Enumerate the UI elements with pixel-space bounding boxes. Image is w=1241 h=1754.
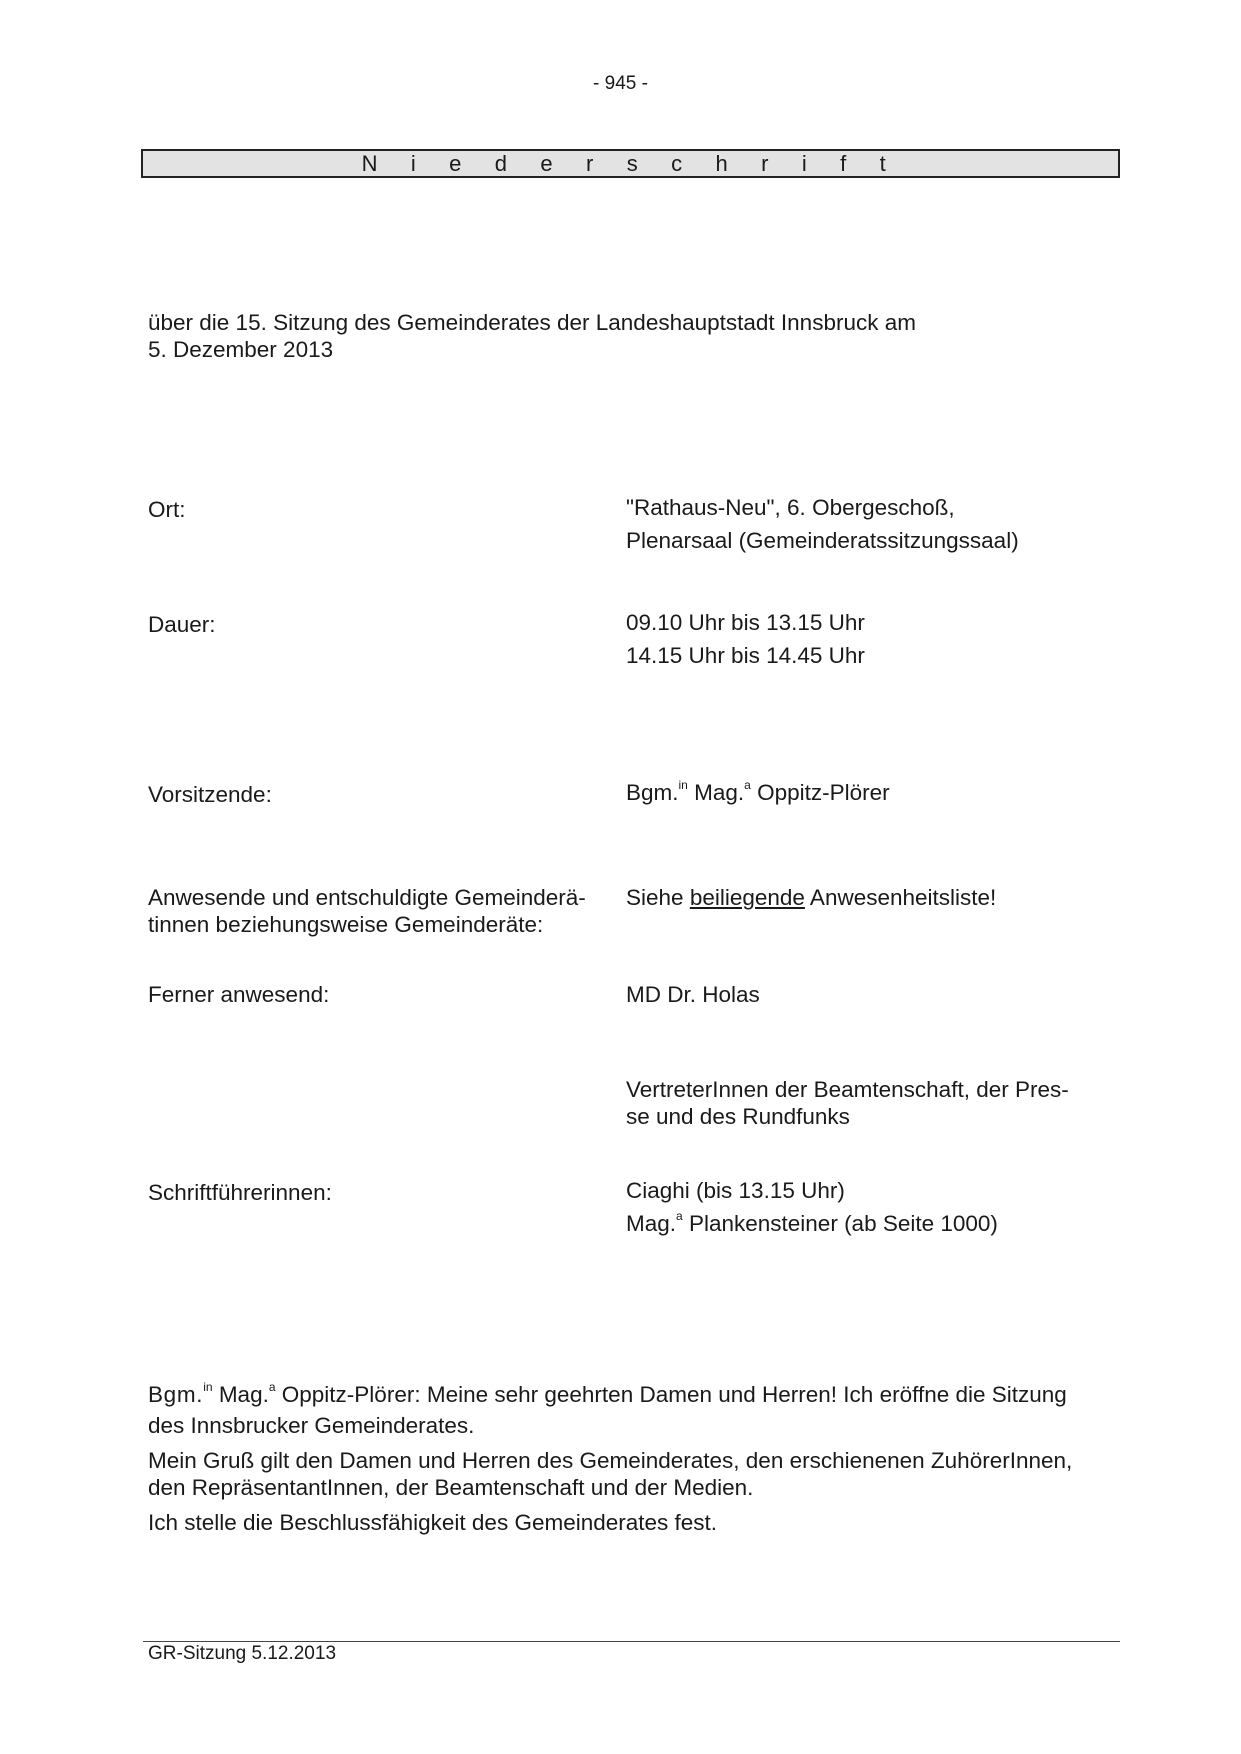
anwesende-label-line-2: tinnen beziehungsweise Gemeinderäte: [148, 912, 544, 937]
vorsitzende-sup-1: in [678, 778, 688, 792]
document-title: N i e d e r s c h r i f t [141, 149, 1120, 178]
anwesende-value-pre: Siehe [626, 885, 690, 910]
beiliegende-link[interactable]: beiliegende [689, 885, 805, 910]
speaker-mag: Mag. [212, 1382, 269, 1407]
ferner-value-2-line-2: se und des Rundfunks [626, 1104, 850, 1129]
vorsitzende-sup-2: a [744, 778, 751, 792]
page-number: - 945 - [593, 73, 648, 94]
schrift-value-line-1: Ciaghi (bis 13.15 Uhr) [626, 1178, 845, 1203]
speaker-name: Oppitz-Plörer: [275, 1382, 421, 1407]
schrift-rest: Plankensteiner (ab Seite 1000) [682, 1211, 998, 1236]
vorsitzende-prefix: Bgm. [626, 780, 679, 805]
ferner-value-2 [626, 1076, 1069, 1130]
footer-text: GR-Sitzung 5.12.2013 [148, 1643, 337, 1664]
vorsitzende-value [626, 776, 890, 813]
paragraph-3: Ich stelle die Beschlussfähigkeit des Gemeinderates fest. [148, 1510, 718, 1535]
anwesende-label [148, 884, 586, 938]
ferner-value-2-line-1: VertreterInnen der Beamtenschaft, der Pres- [626, 1077, 1069, 1102]
dauer-label: Dauer: [148, 612, 216, 637]
schrift-value [626, 1174, 998, 1244]
schrift-sup: a [676, 1209, 683, 1223]
schrift-value-line-2 [626, 1207, 998, 1244]
paragraph-1 [148, 1381, 1108, 1439]
speaker-prefix: Bgm. [148, 1382, 204, 1407]
intro-text [148, 309, 1108, 363]
vorsitzende-mag: Mag. [687, 780, 745, 805]
footer-divider [143, 1641, 1120, 1642]
intro-line-2: 5. Dezember 2013 [148, 337, 334, 362]
vorsitzende-name: Oppitz-Plörer [750, 780, 890, 805]
ort-label: Ort: [148, 497, 186, 522]
anwesende-value [626, 884, 996, 911]
speaker-sup-1: in [203, 1380, 213, 1394]
intro-line-1: über die 15. Sitzung des Gemeinderates der Landeshauptstadt Innsbruck am [148, 310, 916, 335]
dauer-value-line-2: 14.15 Uhr bis 14.45 Uhr [626, 643, 865, 668]
speaker-sup-2: a [268, 1380, 276, 1394]
ort-value [626, 491, 1019, 557]
anwesende-value-post: Anwesenheitsliste! [804, 885, 997, 910]
minutes-body [148, 1381, 1108, 1544]
ferner-value-1: MD Dr. Holas [626, 982, 760, 1007]
dauer-value [626, 606, 865, 672]
schrift-mag: Mag. [626, 1211, 677, 1236]
vorsitzende-label: Vorsitzende: [148, 782, 272, 807]
schrift-label: Schriftführerinnen: [148, 1180, 332, 1205]
ferner-label: Ferner anwesend: [148, 982, 330, 1007]
anwesende-label-line-1: Anwesende und entschuldigte Gemeinderä- [148, 885, 586, 910]
paragraph-2: Mein Gruß gilt den Damen und Herren des Gemeinderates, den erschienenen ZuhörerInnen, den RepräsentantInnen, der Beamtenschaft und der Medien. [148, 1448, 1073, 1500]
ort-value-line-1: "Rathaus-Neu", 6. Obergeschoß, [626, 495, 955, 520]
paragraph-1-text: Meine sehr geehrten Damen und Herren! Ich eröffne die Sitzung des Innsbrucker Gemeinderates. [148, 1382, 1067, 1438]
ort-value-line-2: Plenarsaal (Gemeinderatssitzungssaal) [626, 528, 1019, 553]
dauer-value-line-1: 09.10 Uhr bis 13.15 Uhr [626, 610, 865, 635]
